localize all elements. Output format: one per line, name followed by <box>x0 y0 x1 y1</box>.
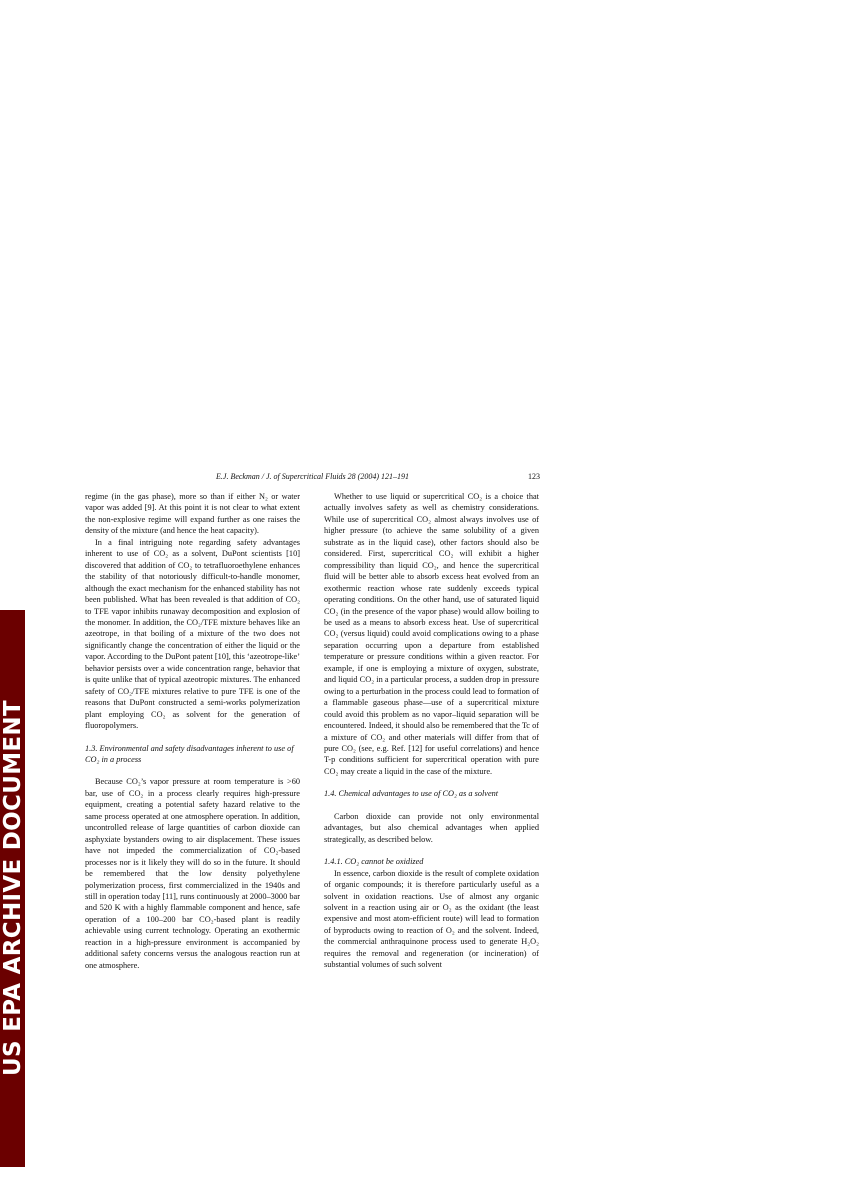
left-column <box>85 491 300 971</box>
running-title: E.J. Beckman / J. of Supercritical Fluids 28 (2004) 121–191 <box>216 472 409 481</box>
right-column <box>324 491 539 971</box>
archive-watermark-banner <box>0 610 25 1167</box>
paragraph: Carbon dioxide can provide not only environmental advantages, but also chemical advantages when applied strategically, as described below. <box>324 811 539 844</box>
paragraph: Whether to use liquid or supercritical CO₂ is a choice that actually involves safety as well as chemistry considerations. While use of supercritical CO₂ almost always involves use of higher pressure (to achieve the same solubility of a given substrate as in the liquid case), other factors should also be considered. First, supercritical CO₂ will exhibit a higher compressibility than liquid CO₂, and hence the supercritical fluid will be better able to absorb excess heat evolved from an exothermic reaction whose rate suddenly exceeds typical operating conditions. On the other hand, use of saturated liquid CO₂ (in the presence of the vapor phase) would allow boiling to be used as a means to absorb excess heat. Use of supercritical CO₂ (versus liquid) could avoid complications owing to a phase separation occurring upon a departure from established temperature or pressure conditions within a given reactor. For example, if one is employing a mixture of oxygen, substrate, and liquid CO₂ in a particular process, a sudden drop in pressure owing to a perturbation in the process could lead to formation of a flammable gaseous phase—use of a supercritical mixture could avoid this problem as no vapor–liquid separation will be encountered. Indeed, it should also be remembered that the Tc of a mixture of CO₂ and other materials will differ from that of pure CO₂ (see, e.g. Ref. [12] for useful correlations) and hence T-p conditions sufficient for supercritical operation with pure CO₂ may create a liquid in the case of the mixture. <box>324 492 539 776</box>
archive-watermark-text: US EPA ARCHIVE DOCUMENT <box>0 700 25 1076</box>
page-number: 123 <box>528 472 540 481</box>
paragraph: In a final intriguing note regarding safety advantages inherent to use of CO₂ as a solvent, DuPont scientists [10] discovered that addition of CO₂ to tetrafluoroethylene enhances the stability of that notoriously difficult-to-handle monomer, although the exact mechanism for the enhanced stability has not been published. What has been revealed is that addition of CO₂ to TFE vapor inhibits runaway decomposition and explosion of the monomer. In addition, the CO₂/TFE mixture behaves like an azeotrope, in that boiling of a mixture of the two does not significantly change the concentration of either the liquid or the vapor. According to the DuPont patent [10], this ‘azeotrope-like’ behavior persists over a wide concentration range, behavior that is quite unlike that of typical azeotropic mixtures. The enhanced safety of CO₂/TFE mixtures relative to pure TFE is one of the reasons that DuPont constructed a semi-works polymerization plant employing CO₂ as solvent for the generation of fluoropolymers. <box>85 537 300 731</box>
paragraph: regime (in the gas phase), more so than if either N₂ or water vapor was added [9]. At this point it is not clear to what extent the non-explosive regime will expand further as one raises the density of the mixture (and hence the heat capacity). <box>85 492 300 536</box>
paragraph: In essence, carbon dioxide is the result of complete oxidation of organic compounds; it is therefore particularly useful as a solvent in oxidation reactions. Use of almost any organic solvent in a reaction using air or O₂ as the oxidant (the least expensive and most atom-efficient route) will lead to formation of byproducts owing to reaction of O₂ and the solvent. Indeed, the commercial anthraquinone process used to generate H₂O₂ requires the removal and regeneration (or incineration) of substantial volumes of such solvent <box>324 868 539 970</box>
subsection-heading: 1.4.1. CO₂ cannot be oxidized <box>324 857 424 867</box>
running-header <box>85 471 540 483</box>
section-heading: 1.4. Chemical advantages to use of CO₂ as a solvent <box>324 789 499 799</box>
paragraph: Because CO₂’s vapor pressure at room temperature is >60 bar, use of CO₂ in a process clearly requires high-pressure equipment, creating a potential safety hazard relative to the same process operated at one atmosphere operation. In addition, uncontrolled release of large quantities of carbon dioxide can asphyxiate bystanders owing to air displacement. These issues have not impeded the commercialization of CO₂-based processes nor is it likely they will do so in the future. It should be remembered that the low density polyethylene polymerization process, first commercialized in the 1940s and still in operation today [11], runs continuously at 2000–3000 bar and 520 K with a highly flammable component and hence, safe operation of a 100–200 bar CO₂-based plant is readily achievable using current technology. Operating an exothermic reaction in a high-pressure environment is accompanied by additional safety concerns versus the analogous reaction run at one atmosphere. <box>85 777 300 970</box>
section-heading: 1.3. Environmental and safety disadvantages inherent to use of CO₂ in a process <box>85 743 294 764</box>
